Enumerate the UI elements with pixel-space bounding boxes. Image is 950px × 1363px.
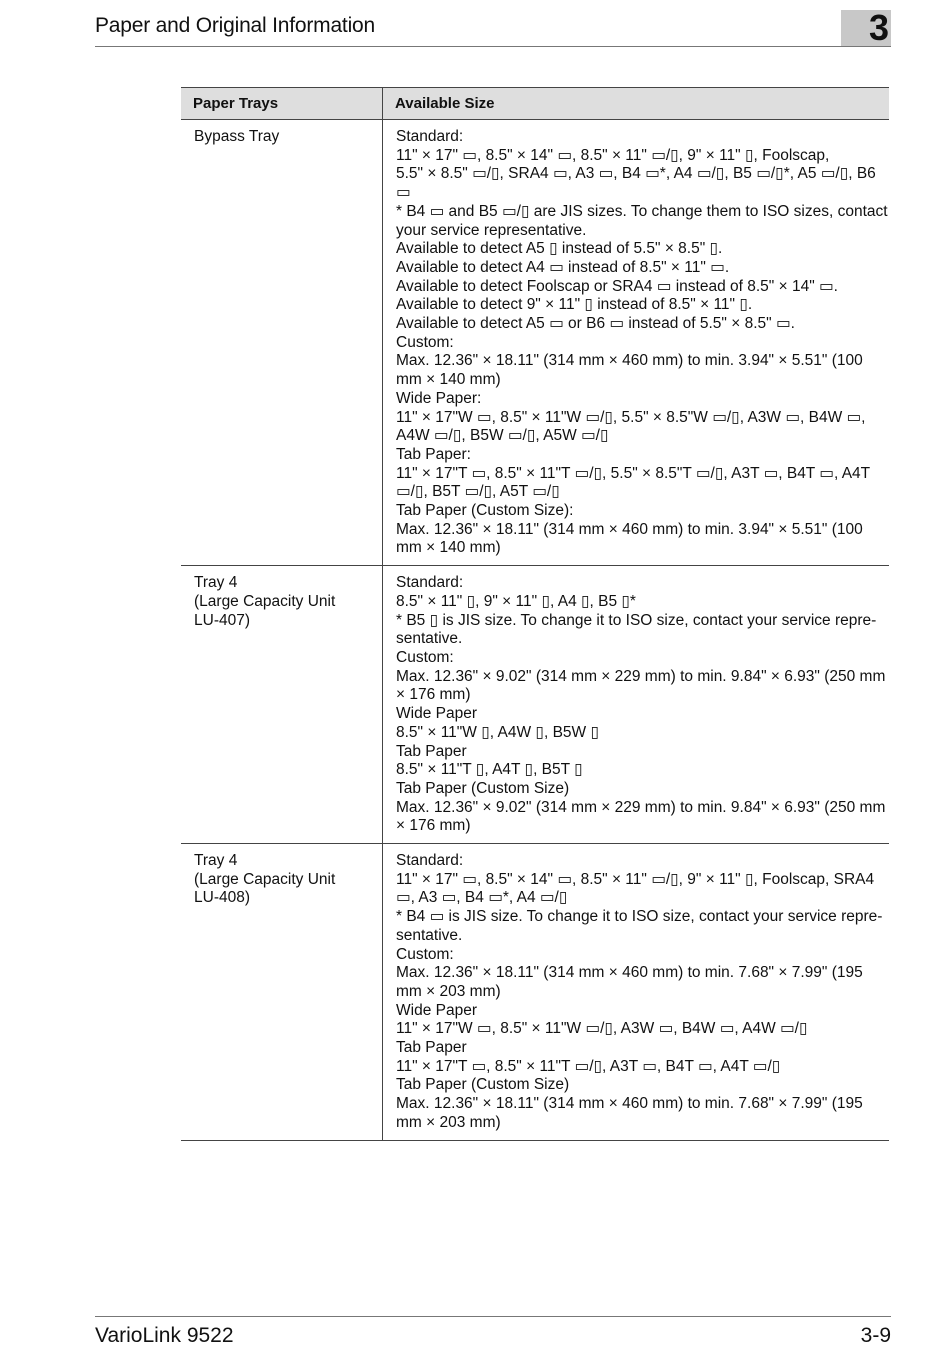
size-line: Tab Paper <box>396 1039 467 1057</box>
size-line: Standard: <box>396 128 464 145</box>
table-row <box>181 566 889 844</box>
size-line: 11" × 17" ▭, 8.5" × 14" ▭, 8.5" × 11" ▭/▯, 9" × 11" ▯, Foolscap, <box>396 146 830 164</box>
size-line: 11" × 17"T ▭, 8.5" × 11"T ▭/▯, A3T ▭, B4T ▭, A4T ▭/▯ <box>396 1057 781 1075</box>
tray-name-line: LU-408) <box>194 889 250 907</box>
size-line: Tab Paper: <box>396 445 471 463</box>
table-body <box>181 120 889 1141</box>
tray-name-cell <box>181 566 383 844</box>
chapter-number: 3 <box>868 7 889 48</box>
size-line: sentative. <box>396 630 463 648</box>
page-title: Paper and Original Information <box>95 14 375 37</box>
size-line: A4W ▭/▯, B5W ▭/▯, A5W ▭/▯ <box>396 427 609 445</box>
size-line: * B4 ▭ and B5 ▭/▯ are JIS sizes. To change them to ISO sizes, contact <box>396 202 888 220</box>
size-line: Max. 12.36" × 9.02" (314 mm × 229 mm) to min. 9.84" × 6.93" (250 mm <box>396 667 886 685</box>
size-line: Custom: <box>396 648 454 666</box>
table-header-row <box>181 88 889 120</box>
size-line: ▭/▯, B5T ▭/▯, A5T ▭/▯ <box>396 483 560 501</box>
size-line: your service representative. <box>396 221 587 239</box>
tray-name-cell <box>181 844 383 1141</box>
size-line: Standard: <box>396 852 464 870</box>
size-line: Available to detect Foolscap or SRA4 ▭ instead of 8.5" × 14" ▭. <box>396 277 838 295</box>
size-line: 11" × 17"W ▭, 8.5" × 11"W ▭/▯, A3W ▭, B4W ▭, A4W ▭/▯ <box>396 1020 808 1038</box>
size-line: Available to detect A4 ▭ instead of 8.5" × 11" ▭. <box>396 258 730 276</box>
tray-name-line: (Large Capacity Unit <box>194 592 336 610</box>
available-size-cell <box>383 844 890 1141</box>
size-line: 8.5" × 11"W ▯, A4W ▯, B5W ▯ <box>396 723 599 741</box>
page-number: 3-9 <box>860 1324 891 1347</box>
size-line: 8.5" × 11"T ▯, A4T ▯, B5T ▯ <box>396 761 583 779</box>
column-header-available-size: Available Size <box>383 88 890 120</box>
size-line: Tab Paper <box>396 742 467 760</box>
size-line: * B5 ▯ is JIS size. To change it to ISO size, contact your service repre- <box>396 611 877 629</box>
size-line: Available to detect 9" × 11" ▯ instead of 8.5" × 11" ▯. <box>396 296 753 314</box>
size-line: * B4 ▭ is JIS size. To change it to ISO size, contact your service repre- <box>396 908 883 926</box>
size-line: Available to detect A5 ▭ or B6 ▭ instead of 5.5" × 8.5" ▭. <box>396 315 795 333</box>
page-header <box>95 0 891 47</box>
size-line: Max. 12.36" × 18.11" (314 mm × 460 mm) to min. 7.68" × 7.99" (195 <box>396 964 863 982</box>
table-row <box>181 844 889 1141</box>
tray-name-line: (Large Capacity Unit <box>194 870 336 888</box>
size-line: Wide Paper: <box>396 389 482 407</box>
size-line: ▭ <box>396 184 411 202</box>
size-line: 5.5" × 8.5" ▭/▯, SRA4 ▭, A3 ▭, B4 ▭*, A4 ▭/▯, B5 ▭/▯*, A5 ▭/▯, B6 <box>396 165 876 183</box>
size-line: Max. 12.36" × 9.02" (314 mm × 229 mm) to min. 9.84" × 6.93" (250 mm <box>396 798 886 816</box>
size-line: Max. 12.36" × 18.11" (314 mm × 460 mm) to min. 3.94" × 5.51" (100 <box>396 520 863 538</box>
table-row <box>181 120 889 566</box>
paper-tray-table <box>181 87 889 1141</box>
size-line: 11" × 17" ▭, 8.5" × 14" ▭, 8.5" × 11" ▭/▯, 9" × 11" ▯, Foolscap, SRA4 <box>396 870 875 888</box>
size-line: × 176 mm) <box>396 817 471 835</box>
size-line: mm × 203 mm) <box>396 982 501 1000</box>
size-line: Tab Paper (Custom Size) <box>396 779 570 797</box>
size-line: Tab Paper (Custom Size): <box>396 502 574 520</box>
size-line: 8.5" × 11" ▯, 9" × 11" ▯, A4 ▯, B5 ▯* <box>396 592 636 610</box>
size-line: Custom: <box>396 333 454 351</box>
page-footer <box>95 1316 891 1363</box>
size-line: Tab Paper (Custom Size) <box>396 1076 570 1094</box>
product-name: VarioLink 9522 <box>95 1324 234 1347</box>
column-header-paper-trays: Paper Trays <box>181 88 383 120</box>
size-line: Wide Paper <box>396 705 477 723</box>
tray-name-cell <box>181 120 383 566</box>
size-line: Available to detect A5 ▯ instead of 5.5" × 8.5" ▯. <box>396 240 723 258</box>
size-line: mm × 140 mm) <box>396 539 501 557</box>
size-line: Custom: <box>396 945 454 963</box>
size-line: sentative. <box>396 926 463 944</box>
size-line: × 176 mm) <box>396 686 471 704</box>
size-line: Standard: <box>396 574 464 592</box>
size-line: mm × 203 mm) <box>396 1113 501 1131</box>
tray-name-line: Tray 4 <box>194 852 238 870</box>
size-line: Max. 12.36" × 18.11" (314 mm × 460 mm) to min. 7.68" × 7.99" (195 <box>396 1095 863 1113</box>
available-size-cell <box>383 566 890 844</box>
tray-name-line: Tray 4 <box>194 574 238 592</box>
tray-name-line: LU-407) <box>194 611 250 629</box>
available-size-cell <box>383 120 890 566</box>
size-line: Wide Paper <box>396 1001 477 1019</box>
size-line: 11" × 17"W ▭, 8.5" × 11"W ▭/▯, 5.5" × 8.5"W ▭/▯, A3W ▭, B4W ▭, <box>396 408 866 426</box>
size-line: mm × 140 mm) <box>396 371 501 389</box>
size-line: Max. 12.36" × 18.11" (314 mm × 460 mm) to min. 3.94" × 5.51" (100 <box>396 352 863 370</box>
tray-name-line: Bypass Tray <box>194 128 280 145</box>
size-line: ▭, A3 ▭, B4 ▭*, A4 ▭/▯ <box>396 889 568 907</box>
size-line: 11" × 17"T ▭, 8.5" × 11"T ▭/▯, 5.5" × 8.5"T ▭/▯, A3T ▭, B4T ▭, A4T <box>396 464 871 482</box>
